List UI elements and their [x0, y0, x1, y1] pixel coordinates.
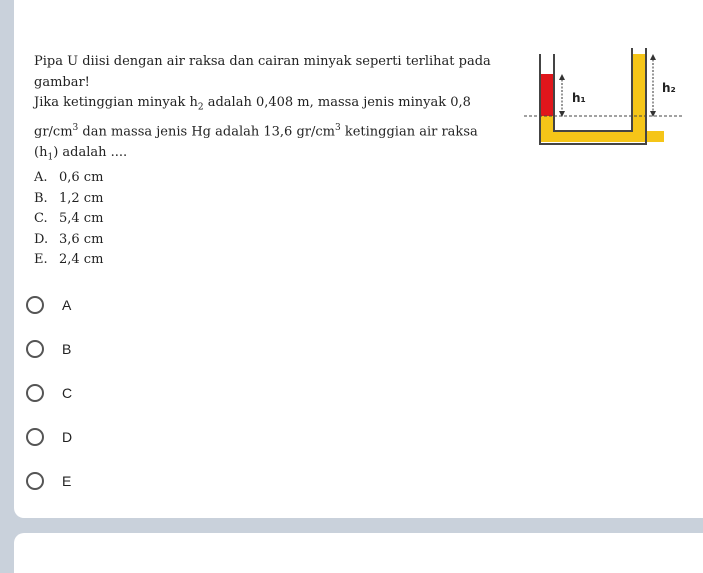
option-a[interactable]	[26, 283, 72, 327]
radio-b[interactable]	[26, 340, 44, 358]
question-line-4: $gr/cm^3$ dan massa jenis Hg adalah 13,6 $gr/cm^3$ ketinggian air raksa	[34, 123, 478, 140]
choice-b: B. 1,2 cm	[34, 190, 104, 206]
h1-arrow-head-up	[559, 74, 565, 80]
answer-options	[26, 283, 72, 503]
radio-e[interactable]	[26, 472, 44, 490]
option-b-label: B	[62, 341, 72, 357]
option-e-label: E	[62, 473, 72, 489]
option-d-label: D	[62, 429, 73, 445]
question-line-3: Jika ketinggian minyak $h_2$ adalah 0,408 m, massa jenis minyak 0,8	[34, 95, 471, 113]
option-c[interactable]	[26, 371, 72, 415]
mercury-fill	[540, 74, 554, 116]
option-c-label: C	[62, 385, 73, 401]
tube-outline	[540, 48, 646, 144]
h2-label: h₂	[662, 81, 676, 95]
choice-a: A. 0,6 cm	[34, 170, 104, 186]
choice-d: D. 3,6 cm	[34, 231, 104, 247]
radio-a[interactable]	[26, 296, 44, 314]
option-b[interactable]	[26, 327, 72, 371]
option-a-label: A	[62, 297, 72, 313]
h2-arrow-head-up	[650, 54, 656, 60]
choice-c: C. 5,4 cm	[34, 211, 104, 227]
choice-e: E. 2,4 cm	[34, 252, 104, 268]
u-tube-figure	[522, 40, 688, 150]
h1-label: h₁	[572, 91, 586, 105]
question-line-5: $(h_1)$ adalah ....	[34, 144, 128, 163]
next-card	[14, 533, 703, 573]
option-e[interactable]	[26, 459, 72, 503]
question-line-2: gambar!	[34, 74, 90, 90]
choice-list	[34, 168, 494, 271]
option-d[interactable]	[26, 415, 72, 459]
radio-d[interactable]	[26, 428, 44, 446]
oil-fill-right	[632, 54, 646, 142]
radio-c[interactable]	[26, 384, 44, 402]
question-text	[34, 52, 494, 271]
question-line-1: Pipa U diisi dengan air raksa dan cairan minyak seperti terlihat pada	[34, 54, 491, 69]
